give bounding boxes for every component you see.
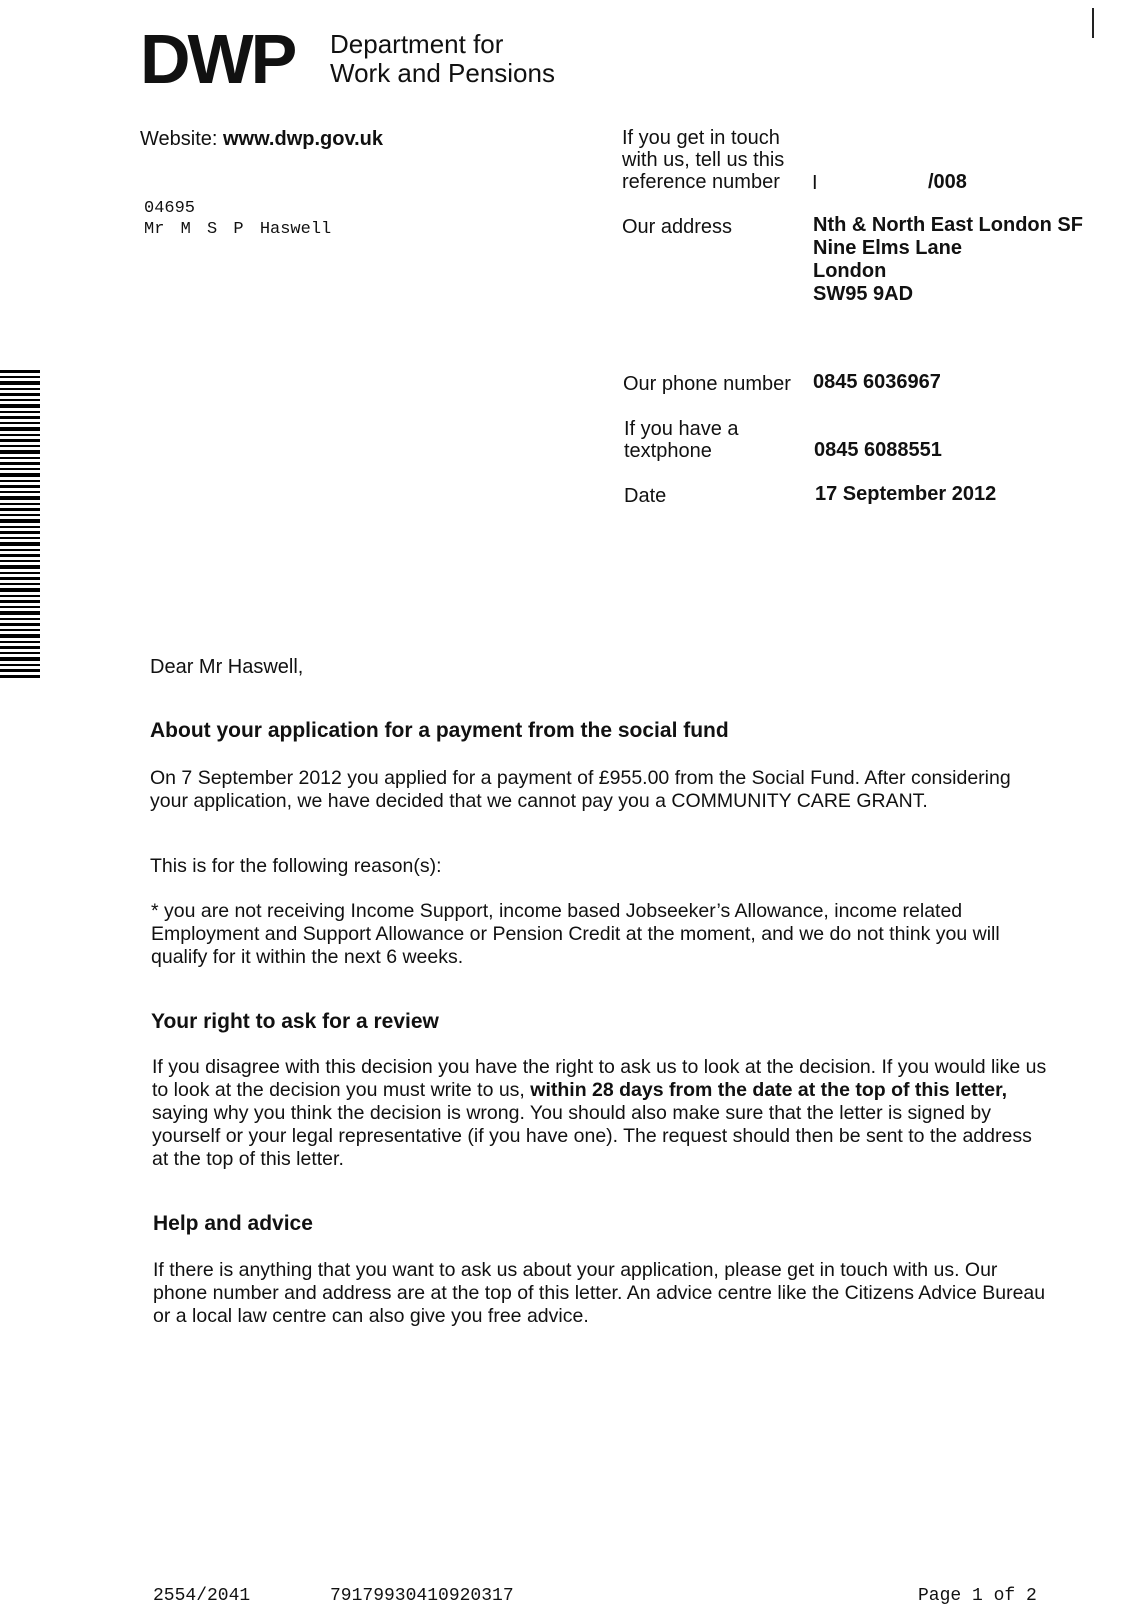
- footer-page-number: Page 1 of 2: [918, 1586, 1037, 1606]
- date-label: Date: [624, 485, 667, 507]
- salutation: Dear Mr Haswell,: [150, 656, 304, 678]
- department-name-line2: Work and Pensions: [330, 58, 555, 88]
- website-line: [140, 128, 383, 151]
- address-label: Our address: [622, 216, 733, 238]
- footer-form-code: 2554/2041: [153, 1586, 251, 1606]
- letter-date: 17 September 2012: [815, 483, 997, 505]
- address-line-1: Nth & North East London SF: [813, 214, 1083, 236]
- heading-review: Your right to ask for a review: [151, 1010, 439, 1033]
- textphone-label-line1: If you have a: [624, 418, 739, 440]
- paragraph-decision: On 7 September 2012 you applied for a payment of £955.00 from the Social Fund. After considering your application, we have decided that we cannot pay you a COMMUNITY CARE GRANT.: [150, 767, 1011, 812]
- review-deadline: within 28 days from the date at the top of this letter,: [530, 1079, 1008, 1101]
- phone-number[interactable]: 0845 6036967: [813, 371, 941, 393]
- paragraph-help: If there is anything that you want to ask us about your application, please get in touch with us. Our phone number and address are at the top of this letter. An advice centre like the Citizens Advice Bureau or a local law centre can also give you free advice.: [153, 1259, 1046, 1327]
- reference-instructions: [622, 127, 784, 193]
- textphone-label: [624, 418, 739, 462]
- review-text-a: If you disagree with this decision you have the right to ask us to look at the decision. If you would like us to look at the decision you must write to us,: [152, 1056, 1047, 1101]
- recipient-name: Mr M S P Haswell: [144, 220, 332, 239]
- reference-number-prefix: I: [812, 172, 818, 194]
- dwp-logo: DWP: [140, 20, 295, 98]
- reference-line-1: If you get in touch: [622, 127, 780, 149]
- edge-mark: [1092, 8, 1094, 38]
- heading-application: About your application for a payment from the social fund: [150, 719, 729, 742]
- reference-number: /008: [928, 171, 967, 193]
- textphone-label-line2: textphone: [624, 440, 712, 462]
- website-url[interactable]: www.dwp.gov.uk: [223, 128, 383, 150]
- review-text-b: saying why you think the decision is wrong. You should also make sure that the letter is signed by yourself or your legal representative (if you have one). The request should then be sent to the address at the top of this letter.: [152, 1102, 1032, 1170]
- barcode: [0, 370, 40, 680]
- department-name-line1: Department for: [330, 29, 504, 59]
- department-name: [330, 30, 555, 88]
- reference-line-2: with us, tell us this: [622, 149, 785, 171]
- address-line-3: London: [813, 260, 887, 282]
- website-label: Website:: [140, 128, 223, 150]
- office-address: [813, 214, 1083, 306]
- paragraph-review: [152, 1056, 1052, 1171]
- recipient-block: [144, 198, 331, 240]
- paragraph-reasons-intro: This is for the following reason(s):: [150, 855, 442, 877]
- phone-label: Our phone number: [623, 373, 791, 395]
- footer-document-id: 79179930410920317: [330, 1586, 514, 1606]
- address-line-4: SW95 9AD: [813, 283, 914, 305]
- address-line-2: Nine Elms Lane: [813, 237, 962, 259]
- reference-line-3: reference number: [622, 171, 780, 193]
- textphone-number[interactable]: 0845 6088551: [814, 439, 942, 461]
- heading-help: Help and advice: [153, 1212, 313, 1235]
- recipient-code: 04695: [144, 199, 196, 218]
- paragraph-reason: * you are not receiving Income Support, income based Jobseeker’s Allowance, income related Employment and Support Allowance or Pension Credit at the moment, and we do not think you will qualify for it within the next 6 weeks.: [151, 900, 1000, 968]
